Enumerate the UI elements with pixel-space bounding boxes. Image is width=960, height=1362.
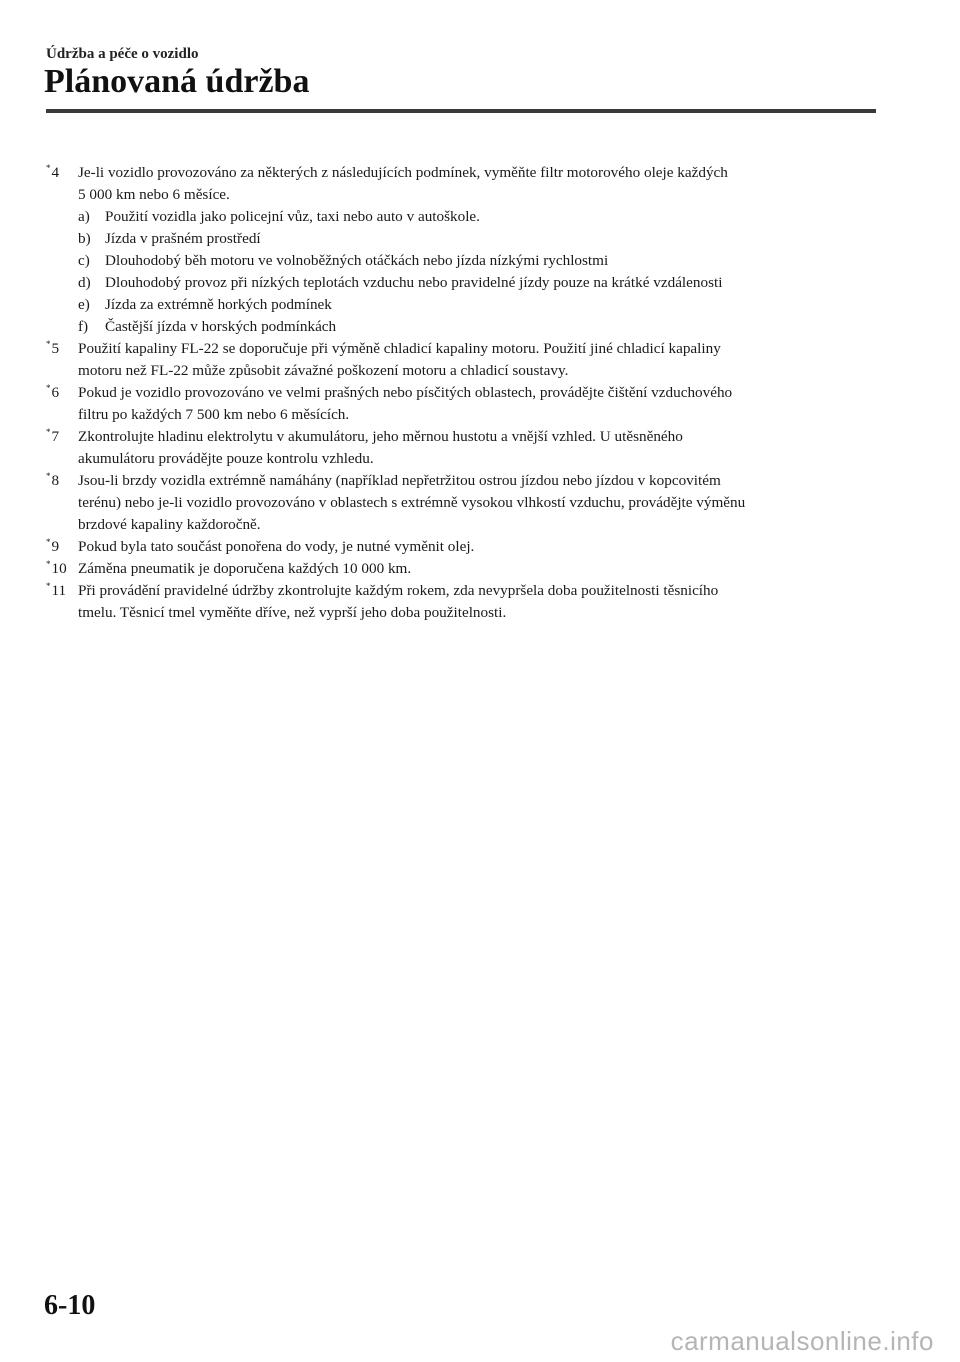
subitem-letter: e) bbox=[78, 296, 90, 313]
footnote-subitem bbox=[78, 294, 876, 316]
footnote-line: Použití kapaliny FL-22 se doporučuje při výměně chladicí kapaliny motoru. Použití jiné chladicí kapaliny bbox=[78, 340, 721, 357]
footnote-line: Pokud byla tato součást ponořena do vody, je nutné vyměnit olej. bbox=[78, 538, 475, 555]
footnote-9 bbox=[46, 536, 876, 558]
footnote-line: brzdové kapaliny každoročně. bbox=[78, 516, 261, 533]
subitem-letter: f) bbox=[78, 318, 89, 335]
footnote-number: *10 bbox=[46, 559, 67, 577]
subitem-text: Častější jízda v horských podmínkách bbox=[105, 318, 337, 335]
footnote-4 bbox=[46, 162, 876, 338]
subitem-text: Dlouhodobý běh motoru ve volnoběžných otáčkách nebo jízda nízkými rychlostmi bbox=[105, 252, 609, 269]
subitem-letter: c) bbox=[78, 252, 90, 269]
footnote-line: terénu) nebo je-li vozidlo provozováno v oblastech s extrémně vysokou vlhkostí vzduchu, provádějte výměnu bbox=[78, 494, 746, 511]
footnote-line: Při provádění pravidelné údržby zkontrolujte každým rokem, zda nevypršela doba použitelnosti těsnicího bbox=[78, 582, 719, 599]
watermark-link[interactable]: carmanualsonline.info bbox=[670, 1326, 934, 1356]
footnote-number: *8 bbox=[46, 471, 60, 489]
footnote-line: Zkontrolujte hladinu elektrolytu v akumulátoru, jeho měrnou hustotu a vnější vzhled. U utěsněného bbox=[78, 428, 683, 445]
subitem-text: Dlouhodobý provoz při nízkých teplotách vzduchu nebo pravidelné jízdy pouze na krátké vzdálenosti bbox=[105, 274, 723, 291]
footnote-6 bbox=[46, 382, 876, 426]
footnote-line: akumulátoru provádějte pouze kontrolu vzhledu. bbox=[78, 450, 374, 467]
footnote-number: *11 bbox=[46, 581, 67, 599]
footnote-line: motoru než FL-22 může způsobit závažné poškození motoru a chladicí soustavy. bbox=[78, 362, 569, 379]
footnote-8 bbox=[46, 470, 876, 536]
footnote-number: *4 bbox=[46, 163, 60, 181]
footnote-line: Je-li vozidlo provozováno za některých z následujících podmínek, vyměňte filtr motorového oleje každých bbox=[78, 164, 728, 181]
subitem-text: Jízda v prašném prostředí bbox=[105, 230, 261, 247]
footnote-line: Záměna pneumatik je doporučena každých 10 000 km. bbox=[78, 560, 412, 577]
footnote-10 bbox=[46, 558, 876, 580]
footnote-number: *5 bbox=[46, 339, 60, 357]
footnote-line: tmelu. Těsnicí tmel vyměňte dříve, než vyprší jeho doba použitelnosti. bbox=[78, 604, 507, 621]
footnote-number: *6 bbox=[46, 383, 60, 401]
subitem-letter: d) bbox=[78, 274, 91, 291]
subitem-text: Použití vozidla jako policejní vůz, taxi nebo auto v autoškole. bbox=[105, 208, 480, 225]
footnote-7 bbox=[46, 426, 876, 470]
footnote-line: Jsou-li brzdy vozidla extrémně namáhány (například nepřetržitou ostrou jízdou nebo jízdou v kopcovitém bbox=[78, 472, 721, 489]
footnote-number: *7 bbox=[46, 427, 60, 445]
footnotes-list bbox=[46, 162, 876, 624]
footnote-line: Pokud je vozidlo provozováno ve velmi prašných nebo písčitých oblastech, provádějte čištění vzduchového bbox=[78, 384, 733, 401]
title-rule bbox=[46, 109, 876, 113]
subitem-letter: a) bbox=[78, 208, 90, 225]
footnote-line: filtru po každých 7 500 km nebo 6 měsících. bbox=[78, 406, 350, 423]
footnote-11 bbox=[46, 580, 876, 624]
footnote-5 bbox=[46, 338, 876, 382]
footnote-subitem bbox=[78, 272, 876, 294]
footnote-subitem bbox=[78, 250, 876, 272]
footnote-number: *9 bbox=[46, 537, 60, 555]
subitem-letter: b) bbox=[78, 230, 91, 247]
subitem-text: Jízda za extrémně horkých podmínek bbox=[105, 296, 332, 313]
footnote-subitem bbox=[78, 316, 876, 338]
footnote-line: 5 000 km nebo 6 měsíce. bbox=[78, 186, 230, 203]
page-title: Plánovaná údržba bbox=[44, 63, 310, 100]
footnote-subitem bbox=[78, 228, 876, 250]
section-label: Údržba a péče o vozidlo bbox=[46, 46, 199, 62]
page-number: 6-10 bbox=[44, 1290, 96, 1321]
footnote-subitem bbox=[78, 206, 876, 228]
